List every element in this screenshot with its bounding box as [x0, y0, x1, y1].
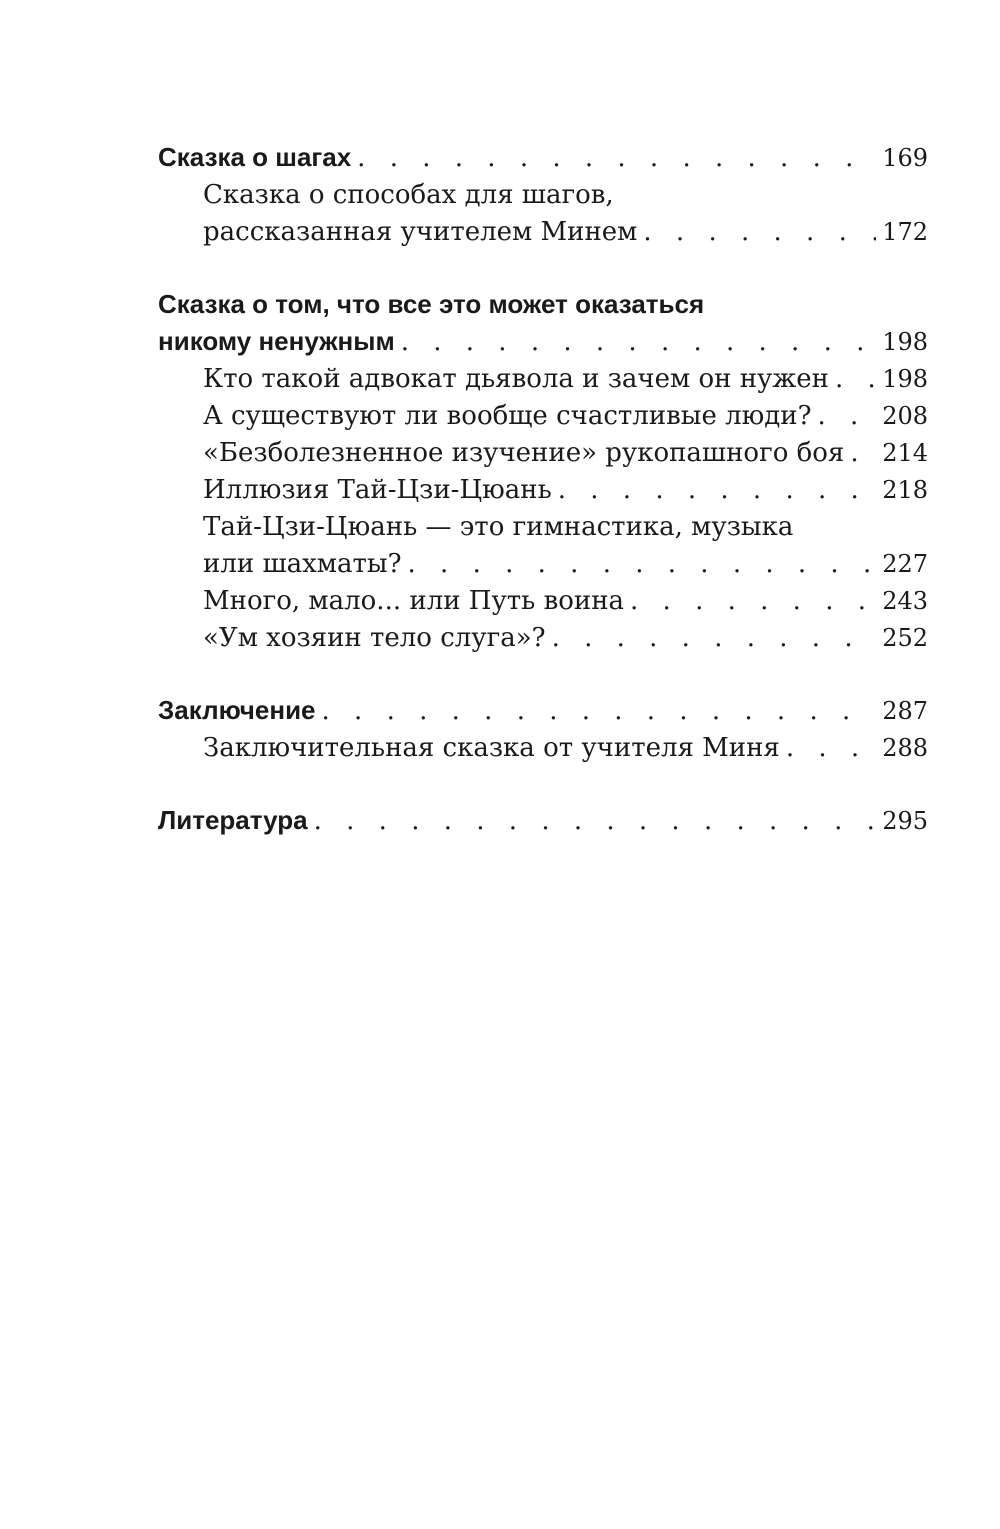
toc-entry-subsection[interactable] [158, 509, 928, 583]
toc-entry-section[interactable] [158, 692, 928, 730]
section-gap [158, 657, 928, 692]
toc-page-number: 295 [882, 807, 928, 835]
dot-leader [558, 472, 876, 509]
toc-entry-title: Много, мало... или Путь воина [203, 586, 625, 616]
toc-entry-subsection[interactable] [158, 398, 928, 435]
toc-page-number: 208 [882, 402, 928, 430]
toc-entry-title: Иллюзия Тай-Цзи-Цюань [203, 475, 552, 505]
toc-page-number: 243 [882, 587, 928, 615]
toc-page-number: 227 [882, 550, 928, 578]
dot-leader [401, 324, 876, 361]
toc-entry-subsection[interactable] [158, 361, 928, 398]
dot-leader [786, 730, 876, 767]
toc-entry-title: «Ум хозяин тело слуга»? [203, 623, 546, 653]
toc-entry-section[interactable] [158, 139, 928, 177]
toc-entry-subsection[interactable] [158, 177, 928, 251]
toc-entry-title-continued: никому ненужным [158, 326, 395, 356]
table-of-contents [158, 139, 928, 840]
dot-leader [408, 546, 877, 583]
dot-leader [552, 620, 877, 657]
dot-leader [314, 803, 877, 840]
toc-entry-title: Литература [158, 805, 308, 835]
toc-page-number: 214 [882, 439, 928, 467]
dot-leader [643, 214, 876, 251]
section-gap [158, 767, 928, 802]
dot-leader [818, 398, 877, 435]
toc-entry-title: А существуют ли вообще счастливые люди? [203, 401, 812, 431]
toc-page-number: 252 [882, 624, 928, 652]
toc-page-number: 169 [882, 144, 928, 172]
toc-page-number: 198 [882, 365, 928, 393]
toc-entry-title: Сказка о шагах [158, 142, 352, 172]
toc-entry-title: Сказка о способах для шагов, [203, 180, 614, 210]
toc-entry-subsection[interactable] [158, 472, 928, 509]
toc-entry-subsection[interactable] [158, 620, 928, 657]
toc-entry-title: Кто такой адвокат дьявола и зачем он нужен [203, 364, 829, 394]
toc-page-number: 172 [882, 218, 928, 246]
toc-page-number: 288 [882, 734, 928, 762]
toc-entry-title: «Безболезненное изучение» рукопашного боя [203, 438, 845, 468]
section-gap [158, 251, 928, 286]
toc-entry-title-continued: рассказанная учителем Минем [203, 217, 638, 247]
toc-entry-title: Заключение [158, 695, 316, 725]
toc-page-number: 287 [882, 697, 928, 725]
dot-leader [357, 140, 876, 177]
toc-entry-title: Сказка о том, что все это может оказаться [158, 289, 705, 319]
toc-page-number: 198 [882, 328, 928, 356]
dot-leader [850, 435, 876, 472]
toc-entry-title-continued: или шахматы? [203, 549, 402, 579]
toc-entry-subsection[interactable] [158, 583, 928, 620]
toc-entry-title: Заключительная сказка от учителя Миня [203, 733, 780, 763]
toc-entry-section[interactable] [158, 286, 928, 361]
dot-leader [322, 693, 877, 730]
toc-page-number: 218 [882, 476, 928, 504]
toc-entry-title: Тай-Цзи-Цюань — это гимнастика, музыка [203, 512, 794, 542]
toc-entry-subsection[interactable] [158, 730, 928, 767]
dot-leader [630, 583, 876, 620]
dot-leader [835, 361, 876, 398]
toc-entry-subsection[interactable] [158, 435, 928, 472]
toc-entry-section[interactable] [158, 802, 928, 840]
